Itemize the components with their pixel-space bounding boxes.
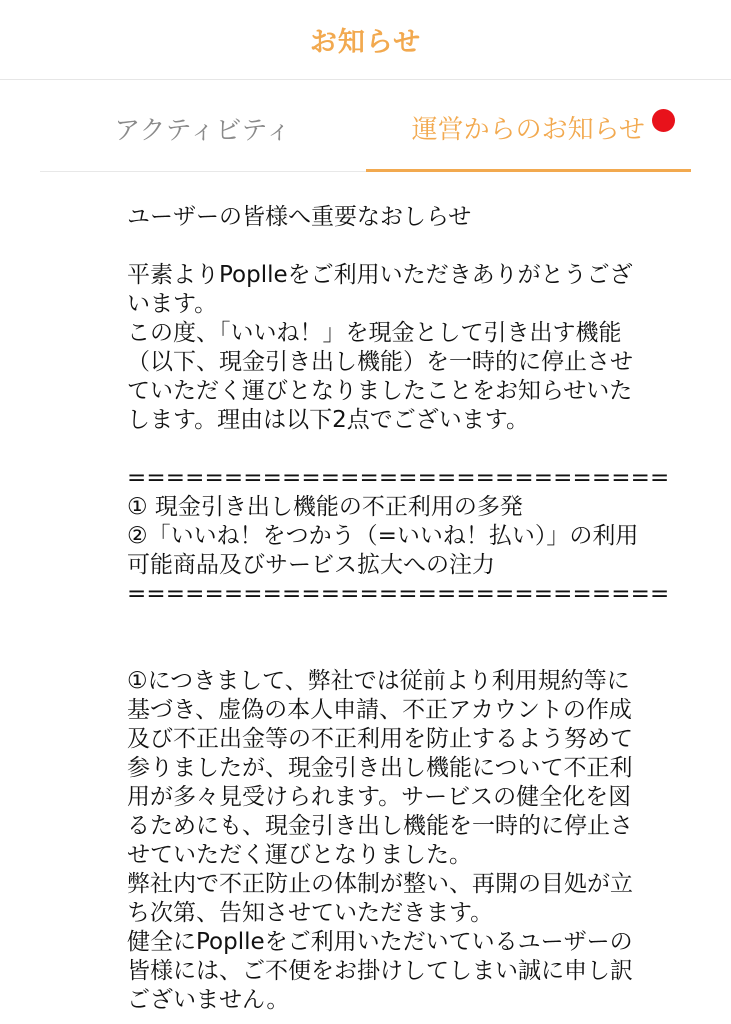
notice-detail: ①につきまして、弊社では従前より利用規約等に基づき、虚偽の本人申請、不正アカウントの作成及び不正出金等の不正利用を防止するよう努めて参りましたが、現金引き出し機能について不正利用が多々見受けられます。サービスの健全化を図るためにも、現金引き出し機能を一時的に停止させていただく運びとなりました。 弊社内で不正防止の体制が整い、再開の目処が立ち次第、告知させていただきます。 健全にPoplleをご利用いただいているユーザーの皆様には、ご不便をお掛けしてしまい誠に申し訳ございません。 xyxy=(127,668,633,1013)
unread-badge xyxy=(652,109,675,132)
tab-official-notices-label: 運営からのお知らせ xyxy=(411,115,645,145)
tab-activity[interactable] xyxy=(40,80,366,171)
page-title: お知らせ xyxy=(309,27,422,58)
reason-2: ②「いいね！をつかう（=いいね！払い）」の利用可能商品及びサービス拡大への注力 xyxy=(127,523,639,578)
separator-top: ============================ xyxy=(127,465,670,491)
reason-1: ① 現金引き出し機能の不正利用の多発 xyxy=(127,494,523,520)
notice-title: ユーザーの皆様へ重要なおしらせ xyxy=(127,204,472,230)
notice-intro: 平素よりPoplleをご利用いただきありがとうございます。 この度、「いいね！」を現金として引き出す機能（以下、現金引き出し機能）を一時的に停止させていただく運びとなりましたことをお知らせいたします。理由は以下2点でございます。 xyxy=(127,262,633,433)
tab-official-notices[interactable] xyxy=(366,80,692,172)
tab-activity-label: アクティビティ xyxy=(114,116,292,146)
separator-bottom: ============================ xyxy=(127,581,670,607)
header-bar xyxy=(0,0,731,80)
notice-body xyxy=(127,203,670,1015)
tab-bar xyxy=(40,80,691,172)
